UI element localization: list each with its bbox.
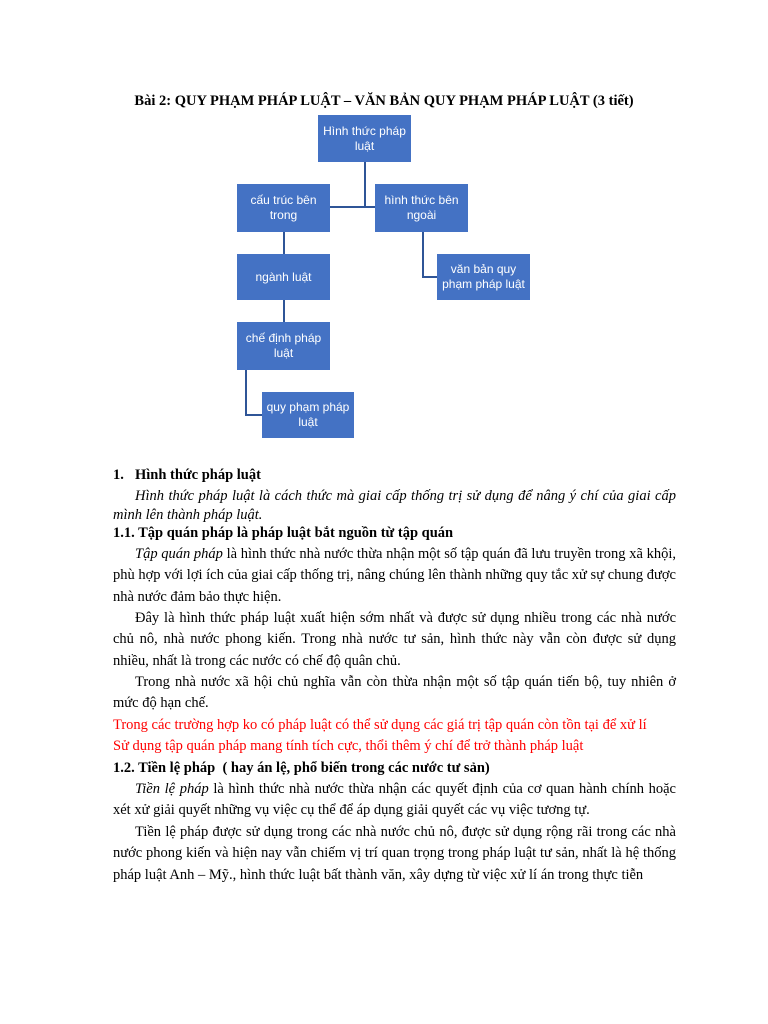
connector-outer-doc-h: [422, 276, 437, 278]
connector-outer-doc-v: [422, 232, 424, 277]
diagram-box-outer-form: hình thức bên ngoài: [375, 184, 468, 232]
section-1-number: 1.: [113, 467, 124, 483]
term-precedent: Tiền lệ pháp: [135, 781, 209, 797]
diagram-box-inner-structure: cấu trúc bên trong: [237, 184, 330, 232]
diagram-box-root: Hình thức pháp luật: [318, 115, 411, 162]
section-1-1-note-2: Sử dụng tập quán pháp mang tính tích cực, thổi thêm ý chí để trở thành pháp luật: [113, 738, 584, 754]
connector-branch-institution: [283, 300, 285, 322]
section-1-1-heading: 1.1. Tập quán pháp là pháp luật bắt nguồn từ tập quán: [113, 525, 454, 541]
page-title: Bài 2: QUY PHẠM PHÁP LUẬT – VĂN BẢN QUY PHẠM PHÁP LUẬT (3 tiết): [134, 93, 634, 109]
diagram-box-legal-norm: quy phạm pháp luật: [262, 392, 354, 438]
connector-institution-norm-h: [245, 414, 262, 416]
section-1-2-paragraph-1-text: là hình thức nhà nước thừa nhận các quyết định của cơ quan hành chính hoặc xét xử giải quyết những vụ việc cụ thể để áp dụng giải quyết các vụ việc tương tự.: [113, 781, 676, 819]
term-customary-law: Tập quán pháp: [135, 546, 223, 562]
connector-horizontal: [330, 206, 375, 208]
section-1-heading-text: Hình thức pháp luật: [135, 467, 261, 483]
section-1-1-paragraph-2: Đây là hình thức pháp luật xuất hiện sớm nhất và được sử dụng nhiều trong các nhà nước chủ nô, nhà nước phong kiến. Trong nhà nước tư sản, hình thức này vẫn còn được sử dụng nhiều, nhất là trong các nước có chế độ quân chủ.: [113, 610, 676, 669]
section-1-1-paragraph-3: Trong nhà nước xã hội chủ nghĩa vẫn còn thừa nhận một số tập quán tiến bộ, tuy nhiên ở mức độ hạn chế.: [113, 674, 676, 712]
section-1-definition: Hình thức pháp luật là cách thức mà giai cấp thống trị sử dụng để nâng ý chí của giai cấp mình lên thành pháp luật.: [113, 488, 676, 523]
diagram-box-law-branch: ngành luật: [237, 254, 330, 300]
connector-inner-branch: [283, 232, 285, 254]
section-1-1-note-1: Trong các trường hợp ko có pháp luật có thể sử dụng các giá trị tập quán còn tồn tại để xử lí: [113, 717, 647, 733]
section-1-2-heading: 1.2. Tiền lệ pháp ( hay án lệ, phổ biến trong các nước tư sản): [113, 760, 490, 776]
connector-root-down: [364, 162, 366, 207]
section-1-2-paragraph-1: [113, 779, 676, 822]
diagram-box-legal-document: văn bản quy phạm pháp luật: [437, 254, 530, 300]
section-1-1-paragraph-1-text: là hình thức nhà nước thừa nhận một số tập quán đã lưu truyền trong xã khội, phù hợp với lợi ích của giai cấp thống trị, nâng chúng lên thành những quy tắc xử sự chung được nhà nước đảm bảo thực hiện.: [113, 546, 676, 605]
section-1-1-paragraph-1: [113, 544, 676, 608]
section-1-2-paragraph-2: Tiền lệ pháp được sử dụng trong các nhà nước chủ nô, được sử dụng rộng rãi trong các nhà nước phong kiến và hiện nay vẫn chiếm vị trí quan trọng trong pháp luật tư sản, nhất là hệ thống pháp luật Anh – Mỹ., hình thức luật bất thành văn, xây dựng từ việc xử lí án trong thực tiễn: [113, 824, 676, 883]
connector-institution-norm-v: [245, 370, 247, 415]
diagram-box-legal-institution: chế định pháp luật: [237, 322, 330, 370]
section-1-heading: [113, 465, 676, 486]
